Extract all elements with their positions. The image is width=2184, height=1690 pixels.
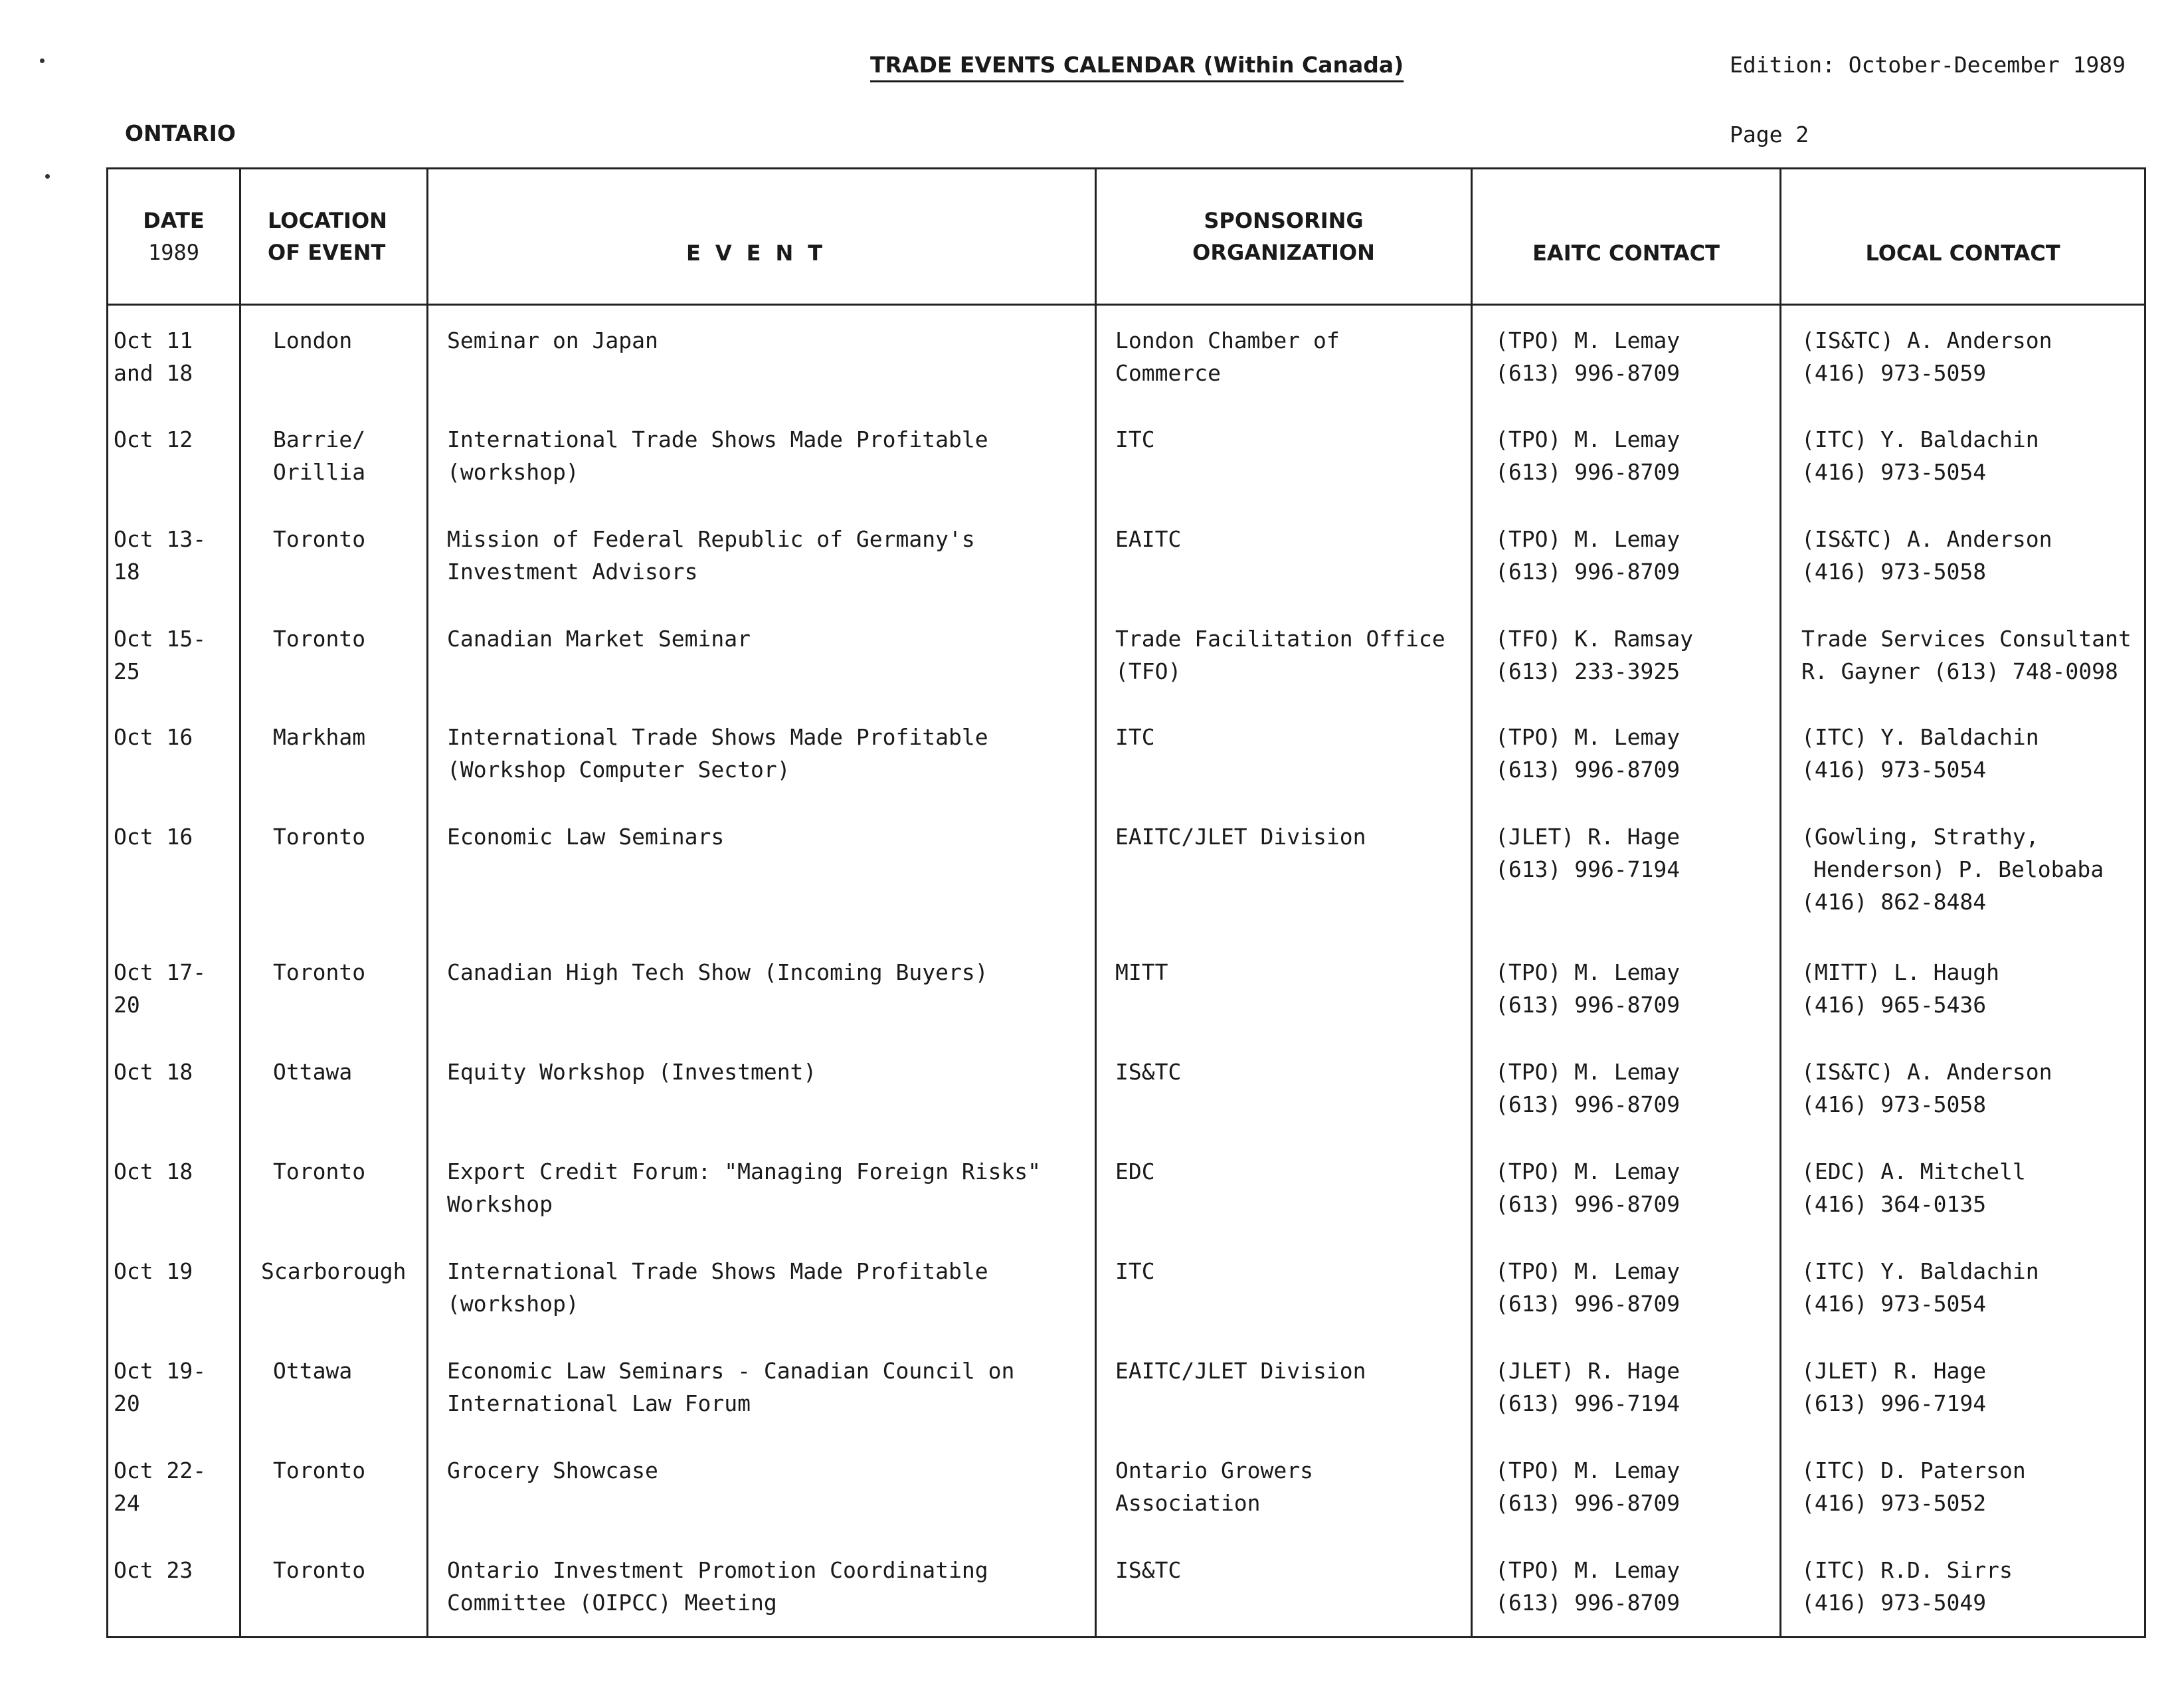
empty-cell [1472,1635,1781,1638]
local-contact-line: (613) 996-7194 [1801,1390,1987,1416]
local-contact-line: (EDC) A. Mitchell [1801,1158,2026,1184]
sponsoring-organization [1096,1436,1472,1535]
event-date [108,1137,240,1236]
margin-dot [45,174,50,179]
eaitc-contact-line: (TPO) M. Lemay [1495,723,1681,750]
eaitc-contact [1472,1037,1781,1137]
eaitc-contact-line: (TPO) M. Lemay [1495,1556,1681,1583]
local-contact-line: (416) 862-8484 [1801,888,1987,915]
table-row [108,802,2145,937]
column-header-sponsor: SPONSORING ORGANIZATION [1096,169,1472,305]
sponsoring-organization-line: MITT [1115,959,1168,985]
eaitc-contact-line: (JLET) R. Hage [1495,1357,1681,1384]
event-date [108,1037,240,1137]
local-contact [1781,1137,2145,1236]
local-contact-line: (416) 973-5054 [1801,1290,1987,1317]
eaitc-contact-line: (613) 996-8709 [1495,1489,1681,1516]
event-date-line: Oct 18 [114,1158,193,1184]
local-contact [1781,1436,2145,1535]
event-date-line: and 18 [114,360,193,386]
event-location-line: London [273,328,353,353]
sponsoring-organization-line: IS&TC [1115,1556,1182,1583]
sponsoring-organization [1096,1137,1472,1236]
event-date-line: Oct 16 [114,723,193,750]
margin-dot [40,58,45,63]
event-date [108,305,240,405]
eaitc-contact-line: (613) 996-8709 [1495,1190,1681,1217]
event-date-line: Oct 23 [114,1556,193,1583]
eaitc-contact-line: (613) 996-8709 [1495,1091,1681,1117]
event-location [240,1236,428,1336]
event-date [108,1436,240,1535]
event-location [240,405,428,504]
local-contact [1781,1236,2145,1336]
event-location-line: Ottawa [273,1058,353,1085]
event-location [240,305,428,405]
event-name-line: (workshop) [447,1290,579,1317]
event-location-line: Toronto [273,1457,366,1483]
table-row [108,604,2145,702]
page-number: Page 2 [1730,122,1809,147]
event-location-line: Toronto [273,625,366,652]
local-contact-line: (ITC) D. Paterson [1801,1457,2026,1483]
event-name [428,405,1096,504]
event-name [428,504,1096,604]
event-date [108,1236,240,1336]
event-date-line: Oct 18 [114,1058,193,1085]
eaitc-contact [1472,802,1781,937]
local-contact [1781,1037,2145,1137]
event-name-line: International Trade Shows Made Profitable [447,426,988,452]
eaitc-contact [1472,702,1781,802]
event-location-line: Toronto [273,959,366,985]
column-header-event: EVENT [428,169,1096,305]
event-date [108,802,240,937]
local-contact [1781,1535,2145,1635]
local-contact-line: (ITC) Y. Baldachin [1801,426,2039,452]
event-date-line: Oct 19 [114,1258,193,1284]
table-row [108,405,2145,504]
sponsoring-organization-line: Commerce [1115,360,1221,386]
sponsoring-organization [1096,305,1472,405]
event-location-line: Toronto [273,525,366,552]
local-contact [1781,405,2145,504]
local-contact-line: Henderson) P. Belobaba [1813,856,2104,882]
sponsoring-organization [1096,405,1472,504]
local-contact-line: (IS&TC) A. Anderson [1801,328,2052,353]
eaitc-contact-line: (613) 996-8709 [1495,360,1681,386]
event-date [108,1535,240,1635]
eaitc-contact-line: (613) 996-8709 [1495,756,1681,783]
event-date-line: Oct 22-24 [114,1457,207,1516]
event-name [428,937,1096,1037]
sponsoring-organization-line: ITC [1115,426,1155,452]
event-location [240,1137,428,1236]
local-contact [1781,702,2145,802]
event-location-line: Orillia [273,458,366,485]
event-name-line: Export Credit Forum: "Managing Foreign Risks" [447,1158,1042,1184]
event-date [108,1336,240,1436]
eaitc-contact-line: (TPO) M. Lemay [1495,1258,1681,1284]
table-row [108,1037,2145,1137]
event-name-line: Grocery Showcase [447,1457,658,1483]
event-name-line: Canadian High Tech Show (Incoming Buyers) [447,959,988,985]
sponsoring-organization-line: Trade Facilitation Office [1115,625,1445,652]
event-name-line: Canadian Market Seminar [447,625,751,652]
table-filler-row [108,1635,2145,1638]
sponsoring-organization-line: EAITC/JLET Division [1115,1357,1366,1384]
eaitc-contact [1472,405,1781,504]
eaitc-contact-line: (TFO) K. Ramsay [1495,625,1694,652]
event-location-line: Scarborough [261,1258,407,1284]
event-location-line: Toronto [273,1556,366,1583]
eaitc-contact-line: (TPO) M. Lemay [1495,1058,1681,1085]
event-name-line: Seminar on Japan [447,328,658,353]
event-location [240,1037,428,1137]
event-location [240,1436,428,1535]
local-contact-line: Trade Services Consultant [1801,625,2132,652]
local-contact-line: (ITC) Y. Baldachin [1801,723,2039,750]
sponsoring-organization [1096,1236,1472,1336]
event-location-line: Markham [273,723,366,750]
event-name [428,1436,1096,1535]
eaitc-contact-line: (TPO) M. Lemay [1495,525,1681,552]
local-contact [1781,802,2145,937]
event-date [108,702,240,802]
local-contact-line: (416) 973-5054 [1801,756,1987,783]
column-header-date: DATE 1989 [108,169,240,305]
eaitc-contact [1472,937,1781,1037]
sponsoring-organization [1096,1336,1472,1436]
local-contact-line: (IS&TC) A. Anderson [1801,525,2052,552]
local-contact-line: (Gowling, Strathy, [1801,823,2039,850]
event-date-line: Oct 15-25 [114,625,207,684]
sponsoring-organization-line: Ontario Growers [1115,1457,1314,1483]
event-name-line: (workshop) [447,458,579,485]
empty-cell [1781,1635,2145,1638]
event-name [428,604,1096,702]
eaitc-contact [1472,1336,1781,1436]
event-name-line: Investment Advisors [447,558,698,585]
event-date-line: Oct 16 [114,823,193,850]
eaitc-contact-line: (TPO) M. Lemay [1495,328,1681,353]
local-contact [1781,937,2145,1037]
local-contact-line: R. Gayner (613) 748-0098 [1801,658,2118,684]
sponsoring-organization [1096,604,1472,702]
eaitc-contact [1472,504,1781,604]
region-heading: ONTARIO [125,120,236,146]
local-contact-line: (IS&TC) A. Anderson [1801,1058,2052,1085]
eaitc-contact [1472,1137,1781,1236]
sponsoring-organization [1096,1535,1472,1635]
local-contact-line: (416) 364-0135 [1801,1190,1987,1217]
eaitc-contact-line: (613) 233-3925 [1495,658,1681,684]
local-contact-line: (416) 973-5059 [1801,360,1987,386]
local-contact-line: (416) 973-5054 [1801,458,1987,485]
eaitc-contact-line: (613) 996-8709 [1495,1589,1681,1616]
event-location-line: Toronto [273,1158,366,1184]
eaitc-contact [1472,1236,1781,1336]
event-name-line: International Trade Shows Made Profitable [447,1258,988,1284]
event-location-line: Barrie/ [273,426,366,452]
eaitc-contact-line: (613) 996-7194 [1495,856,1681,882]
eaitc-contact [1472,604,1781,702]
sponsoring-organization-line: IS&TC [1115,1058,1182,1085]
event-location [240,702,428,802]
sponsoring-organization [1096,937,1472,1037]
eaitc-contact-line: (613) 996-8709 [1495,991,1681,1018]
local-contact-line: (416) 973-5058 [1801,558,1987,585]
eaitc-contact-line: (613) 996-8709 [1495,1290,1681,1317]
eaitc-contact [1472,305,1781,405]
sponsoring-organization [1096,702,1472,802]
eaitc-contact-line: (TPO) M. Lemay [1495,959,1681,985]
sponsoring-organization-line: (TFO) [1115,658,1182,684]
event-location-line: Ottawa [273,1357,353,1384]
local-contact-line: (ITC) Y. Baldachin [1801,1258,2039,1284]
sponsoring-organization [1096,1037,1472,1137]
column-header-eaitc-contact: EAITC CONTACT [1472,169,1781,305]
event-location [240,1336,428,1436]
sponsoring-organization [1096,802,1472,937]
eaitc-contact-line: (613) 996-8709 [1495,558,1681,585]
table-row [108,1336,2145,1436]
eaitc-contact [1472,1436,1781,1535]
eaitc-contact-line: (613) 996-8709 [1495,458,1681,485]
empty-cell [240,1635,428,1638]
local-contact [1781,1336,2145,1436]
event-location [240,504,428,604]
event-date-line: Oct 17-20 [114,959,207,1018]
event-date [108,405,240,504]
sponsoring-organization-line: Association [1115,1489,1261,1516]
event-location-line: Toronto [273,823,366,850]
table-row [108,1137,2145,1236]
event-date [108,604,240,702]
event-location [240,802,428,937]
table-row [108,305,2145,405]
event-date-line: Oct 12 [114,426,193,452]
edition-label: Edition: October-December 1989 [1730,52,2126,78]
event-location [240,1535,428,1635]
sponsoring-organization-line: ITC [1115,1258,1155,1284]
sponsoring-organization-line: ITC [1115,723,1155,750]
event-name-line: Equity Workshop (Investment) [447,1058,817,1085]
event-name-line: International Law Forum [447,1390,751,1416]
event-name-line: Workshop [447,1190,553,1217]
local-contact-line: (416) 973-5049 [1801,1589,1987,1616]
table-row [108,1236,2145,1336]
event-date [108,504,240,604]
eaitc-contact-line: (TPO) M. Lemay [1495,1457,1681,1483]
local-contact [1781,305,2145,405]
eaitc-contact-line: (TPO) M. Lemay [1495,426,1681,452]
local-contact [1781,504,2145,604]
local-contact-line: (ITC) R.D. Sirrs [1801,1556,2013,1583]
event-name-line: Ontario Investment Promotion Coordinating [447,1556,988,1583]
event-date-line: Oct 13-18 [114,525,207,585]
column-header-local-contact: LOCAL CONTACT [1781,169,2145,305]
sponsoring-organization [1096,504,1472,604]
event-name [428,305,1096,405]
sponsoring-organization-line: EAITC [1115,525,1182,552]
table-row [108,504,2145,604]
event-date-line: Oct 11 [114,328,193,353]
local-contact-line: (JLET) R. Hage [1801,1357,1987,1384]
event-name [428,702,1096,802]
local-contact [1781,604,2145,702]
table-row [108,702,2145,802]
event-name [428,1535,1096,1635]
event-name-line: Economic Law Seminars [447,823,725,850]
table-row [108,1436,2145,1535]
eaitc-contact [1472,1535,1781,1635]
event-date [108,937,240,1037]
event-name [428,1236,1096,1336]
event-location [240,937,428,1037]
local-contact-line: (416) 973-5058 [1801,1091,1987,1117]
empty-cell [1096,1635,1472,1638]
event-date-line: Oct 19-20 [114,1357,207,1416]
local-contact-line: (MITT) L. Haugh [1801,959,2000,985]
header-row [108,169,2145,305]
eaitc-contact-line: (613) 996-7194 [1495,1390,1681,1416]
event-name-line: International Trade Shows Made Profitable [447,723,988,750]
event-name [428,1137,1096,1236]
sponsoring-organization-line: EDC [1115,1158,1155,1184]
local-contact-line: (416) 973-5052 [1801,1489,1987,1516]
event-name-line: Economic Law Seminars - Canadian Council on [447,1357,1015,1384]
page-title: TRADE EVENTS CALENDAR (Within Canada) [870,52,1404,78]
event-name [428,802,1096,937]
event-name-line: Committee (OIPCC) Meeting [447,1589,777,1616]
events-table [106,167,2146,1638]
sponsoring-organization-line: EAITC/JLET Division [1115,823,1366,850]
empty-cell [108,1635,240,1638]
event-name [428,1037,1096,1137]
table-row [108,937,2145,1037]
empty-cell [428,1635,1096,1638]
table-row [108,1535,2145,1635]
sponsoring-organization-line: London Chamber of [1115,328,1340,353]
eaitc-contact-line: (TPO) M. Lemay [1495,1158,1681,1184]
event-name [428,1336,1096,1436]
event-location [240,604,428,702]
local-contact-line: (416) 965-5436 [1801,991,1987,1018]
column-header-location: LOCATION OF EVENT [240,169,428,305]
eaitc-contact-line: (JLET) R. Hage [1495,823,1681,850]
event-name-line: (Workshop Computer Sector) [447,756,790,783]
event-name-line: Mission of Federal Republic of Germany's [447,525,975,552]
